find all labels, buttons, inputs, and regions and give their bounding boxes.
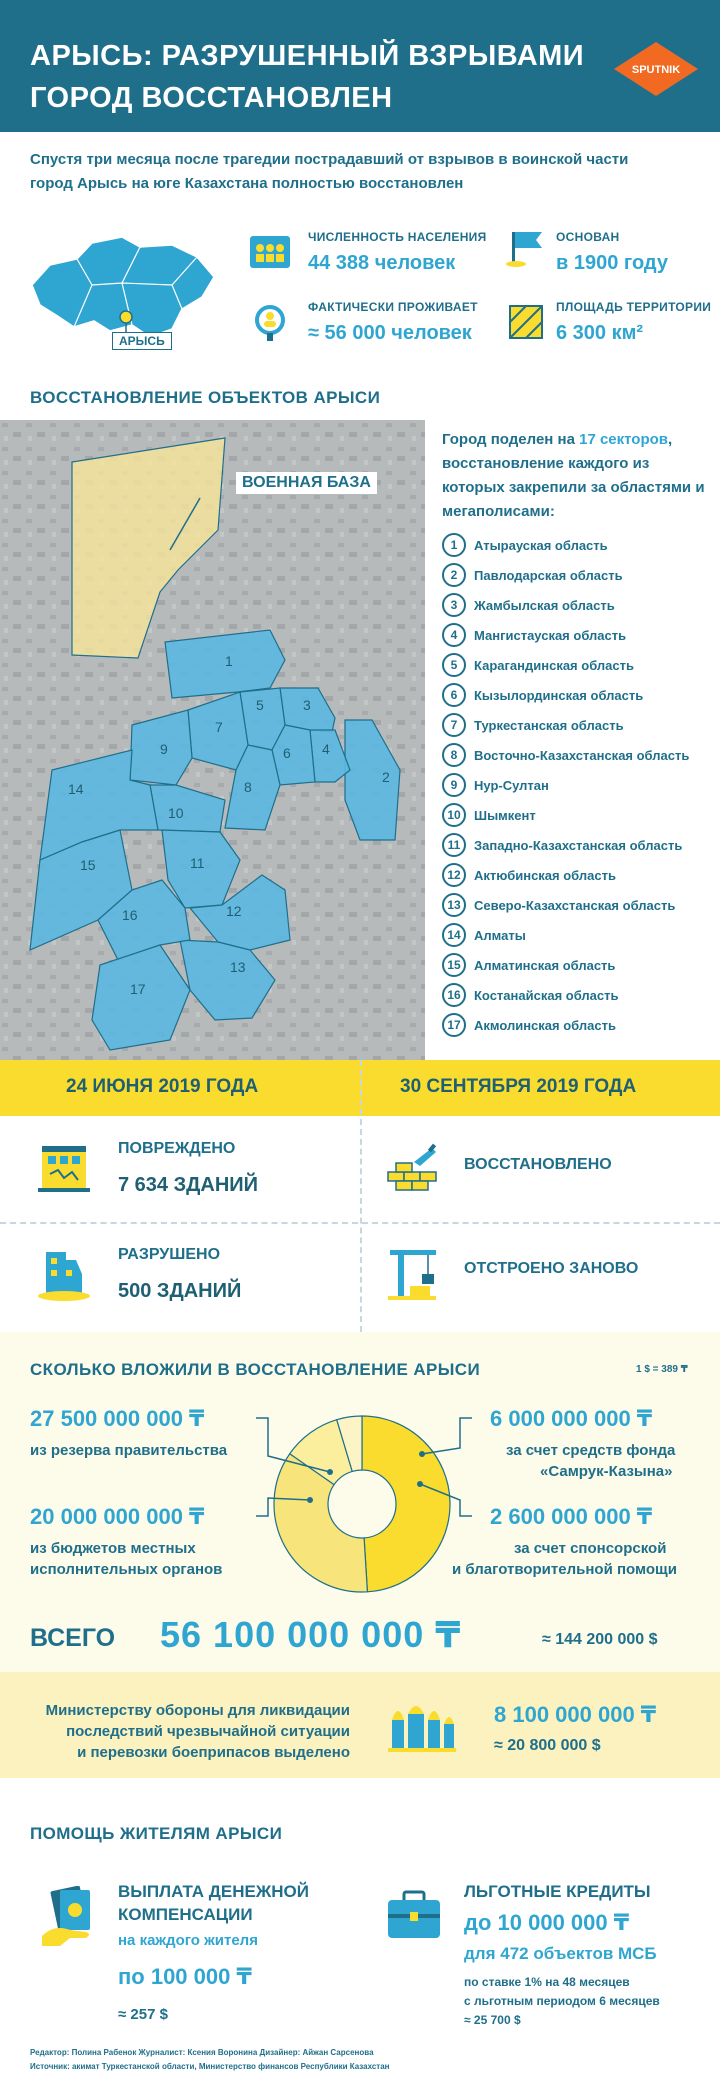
- legend-item: 10 Шымкент: [442, 803, 536, 827]
- date-after: 30 СЕНТЯБРЯ 2019 ГОДА: [400, 1076, 637, 1097]
- invest-text-samruk-1: за счет средств фонда: [506, 1442, 676, 1459]
- defense-amount: 8 100 000 000 ₸: [494, 1702, 657, 1727]
- damaged-value: 7 634 ЗДАНИЙ: [118, 1174, 259, 1196]
- donut-slice-1: [362, 1416, 450, 1592]
- sector-intro-highlight: 17 секторов: [579, 431, 669, 448]
- investment-title: СКОЛЬКО ВЛОЖИЛИ В ВОССТАНОВЛЕНИЕ АРЫСИ: [30, 1360, 481, 1379]
- city-sector-map: [0, 420, 425, 1060]
- sector-map-number: 9: [160, 741, 168, 757]
- sector-map-number: 16: [122, 907, 138, 923]
- destroyed-building-icon: [36, 1246, 92, 1302]
- legend-item: 9 Нур-Султан: [442, 773, 549, 797]
- flag-icon: [504, 228, 548, 268]
- invest-amount-sponsor: 2 600 000 000 ₸: [490, 1504, 653, 1529]
- defense-text-line: и перевозки боеприпасов выделено: [77, 1744, 350, 1761]
- status-divider-vertical: [360, 1060, 362, 1332]
- sector-map-number: 10: [168, 805, 184, 821]
- compensation-sub: на каждого жителя: [118, 1932, 258, 1949]
- legend-item: 16 Костанайская область: [442, 983, 619, 1007]
- total-value: 56 100 000 000 ₸: [160, 1614, 462, 1655]
- loan-sub: для 472 объектов МСБ: [464, 1944, 657, 1963]
- bricks-trowel-icon: [384, 1142, 440, 1194]
- defense-text-line: последствий чрезвычайной ситуации: [66, 1723, 350, 1740]
- legend-item: 12 Актюбинская область: [442, 863, 616, 887]
- page-title-line2: ГОРОД ВОССТАНОВЛЕН: [30, 82, 393, 114]
- area-label: ПЛОЩАДЬ ТЕРРИТОРИИ: [556, 300, 712, 314]
- money-hand-icon: [40, 1886, 102, 1952]
- sector-intro-post: , восстановление каждого из которых закрепили за областями и мегаполисами:: [442, 431, 705, 520]
- sector-map-number: 15: [80, 857, 96, 873]
- legend-item: 6 Кызылординская область: [442, 683, 643, 707]
- legend-item: 14 Алматы: [442, 923, 526, 947]
- sector-map-number: 6: [283, 745, 291, 761]
- invest-amount-local: 20 000 000 000 ₸: [30, 1504, 205, 1529]
- restoration-title: ВОССТАНОВЛЕНИЕ ОБЪЕКТОВ АРЫСИ: [30, 388, 381, 407]
- sector-map-number: 2: [382, 769, 390, 785]
- legend-item: 13 Северо-Казахстанская область: [442, 893, 675, 917]
- damaged-building-icon: [36, 1142, 92, 1194]
- population-label: ЧИСЛЕННОСТЬ НАСЕЛЕНИЯ: [308, 230, 487, 244]
- sector-map-number: 3: [303, 697, 311, 713]
- defense-text: [30, 1700, 350, 1763]
- intro-text: Спустя три месяца после трагедии пострадавший от взрывов в воинской части город Арысь на юге Казахстана полностью восстановлен: [30, 151, 629, 192]
- sector-map-number: 13: [230, 959, 246, 975]
- people-group-icon: [248, 232, 292, 272]
- sector-map-number: 14: [68, 781, 84, 797]
- area-icon: [504, 302, 548, 342]
- sector-map-number: 1: [225, 653, 233, 669]
- sector-intro: [442, 428, 712, 524]
- rebuilt-label: ОТСТРОЕНО ЗАНОВО: [464, 1260, 639, 1277]
- invest-text-samruk-2: «Самрук-Казына»: [540, 1463, 673, 1480]
- legend-item: 4 Мангистауская область: [442, 623, 626, 647]
- sputnik-logo-icon: [612, 40, 700, 98]
- exchange-rate: 1 $ = 389 ₸: [636, 1364, 688, 1375]
- legend-item: 1 Атырауская область: [442, 533, 608, 557]
- invest-text-sponsor-2: и благотворительной помощи: [452, 1561, 677, 1578]
- compensation-value: по 100 000 ₸: [118, 1964, 252, 1989]
- credits-source: Источник: акимат Туркестанской области, Министерство финансов Республики Казахстан: [30, 2062, 390, 2071]
- sector-map-number: 5: [256, 697, 264, 713]
- ammunition-icon: [386, 1698, 458, 1754]
- invest-amount-government: 27 500 000 000 ₸: [30, 1406, 205, 1431]
- legend-item: 7 Туркестанская область: [442, 713, 624, 737]
- invest-text-government: из резерва правительства: [30, 1442, 228, 1459]
- sector-intro-pre: Город поделен на: [442, 431, 580, 448]
- defense-usd: ≈ 20 800 000 $: [494, 1737, 601, 1754]
- population-value: 44 388 человек: [308, 252, 456, 274]
- sector-map-svg: [0, 420, 425, 1060]
- legend-item: 17 Акмолинская область: [442, 1013, 616, 1037]
- sector-map-number: 17: [130, 981, 146, 997]
- area-value: 6 300 км²: [556, 322, 644, 344]
- compensation-title-2: КОМПЕНСАЦИИ: [118, 1905, 253, 1924]
- founded-value: в 1900 году: [556, 252, 668, 274]
- living-label: ФАКТИЧЕСКИ ПРОЖИВАЕТ: [308, 300, 478, 314]
- sector-map-number: 7: [215, 719, 223, 735]
- briefcase-icon: [384, 1888, 444, 1942]
- founded-label: ОСНОВАН: [556, 230, 620, 244]
- compensation-title-1: ВЫПЛАТА ДЕНЕЖНОЙ: [118, 1882, 309, 1901]
- military-base-label: ВОЕННАЯ БАЗА: [236, 472, 377, 494]
- people-magnifier-icon: [248, 302, 292, 342]
- sector-map-number: 4: [322, 741, 330, 757]
- total-usd: ≈ 144 200 000 $: [542, 1631, 658, 1648]
- invest-amount-samruk: 6 000 000 000 ₸: [490, 1406, 653, 1431]
- loan-title: ЛЬГОТНЫЕ КРЕДИТЫ: [464, 1882, 651, 1901]
- legend-item: 2 Павлодарская область: [442, 563, 623, 587]
- help-title: ПОМОЩЬ ЖИТЕЛЯМ АРЫСИ: [30, 1824, 283, 1843]
- invest-text-local-2: исполнительных органов: [30, 1561, 223, 1578]
- compensation-usd: ≈ 257 $: [118, 2006, 168, 2023]
- legend-item: 5 Карагандинская область: [442, 653, 634, 677]
- funding-donut-chart: [270, 1412, 454, 1596]
- sector-map-number: 12: [226, 903, 242, 919]
- sector-map-number: 11: [190, 855, 205, 871]
- legend-item: 15 Алматинская область: [442, 953, 615, 977]
- credits-authors: Редактор: Полина Рабенок Журналист: Ксения Воронина Дизайнер: Айжан Сарсенова: [30, 2048, 374, 2057]
- sector-map-number: 8: [244, 779, 252, 795]
- loan-usd: ≈ 25 700 $: [464, 2013, 521, 2027]
- invest-text-local-1: из бюджетов местных: [30, 1540, 196, 1557]
- date-before: 24 ИЮНЯ 2019 ГОДА: [66, 1076, 259, 1097]
- legend-item: 8 Восточно-Казахстанская область: [442, 743, 689, 767]
- loan-note-2: с льготным периодом 6 месяцев: [464, 1994, 660, 2008]
- damaged-label: ПОВРЕЖДЕНО: [118, 1140, 236, 1157]
- invest-text-sponsor-1: за счет спонсорской: [514, 1540, 667, 1557]
- loan-note-1: по ставке 1% на 48 месяцев: [464, 1975, 630, 1989]
- destroyed-label: РАЗРУШЕНО: [118, 1246, 221, 1263]
- legend-item: 3 Жамбылская область: [442, 593, 615, 617]
- destroyed-value: 500 ЗДАНИЙ: [118, 1280, 242, 1302]
- restored-label: ВОССТАНОВЛЕНО: [464, 1156, 612, 1173]
- total-label: ВСЕГО: [30, 1624, 116, 1652]
- crane-icon: [384, 1244, 440, 1302]
- living-value: ≈ 56 000 человек: [308, 322, 472, 344]
- loan-value: до 10 000 000 ₸: [464, 1910, 630, 1935]
- map-city-label: АРЫСЬ: [112, 332, 172, 350]
- status-divider-horizontal: [0, 1222, 720, 1224]
- page-title-line1: АРЫСЬ: РАЗРУШЕННЫЙ ВЗРЫВАМИ: [30, 40, 585, 72]
- defense-text-line: Министерству обороны для ликвидации: [45, 1702, 350, 1719]
- legend-item: 11 Западно-Казахстанская область: [442, 833, 682, 857]
- logo-text: SPUTNIK: [631, 64, 681, 76]
